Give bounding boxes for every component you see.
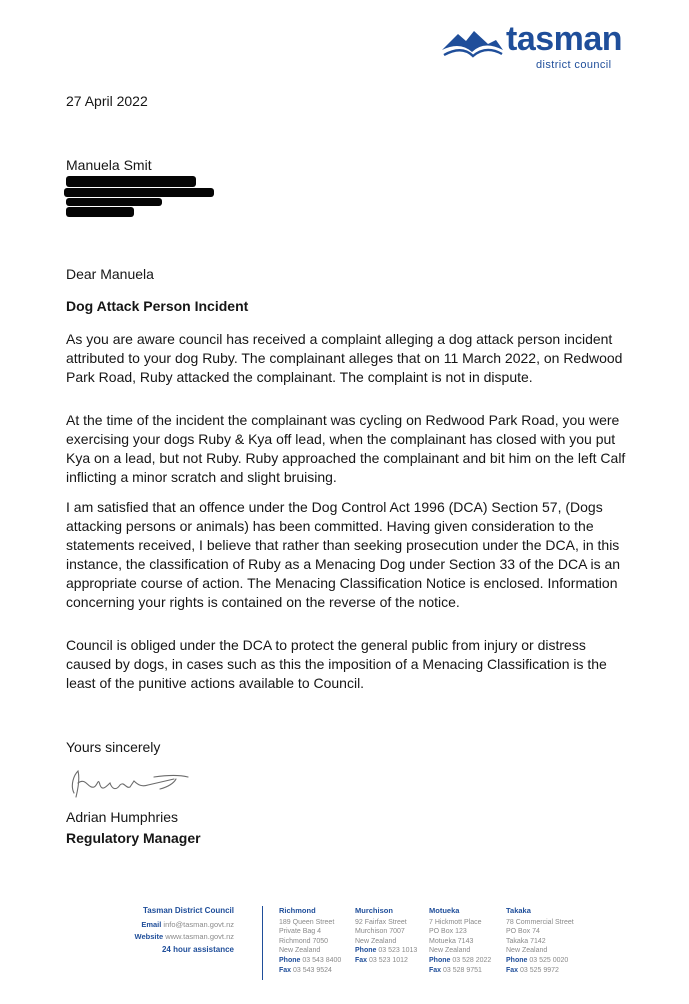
phone-value: 03 543 8400	[302, 956, 342, 964]
office-address-line: 189 Queen Street	[279, 918, 335, 926]
office-phone	[355, 946, 431, 956]
office-address-line: New Zealand	[355, 937, 397, 945]
office-fax	[355, 956, 431, 966]
phone-value: 03 528 2022	[452, 956, 492, 964]
office-takaka	[506, 906, 596, 975]
paragraph: At the time of the incident the complainant was cycling on Redwood Park Road, you were exercising your dogs Ruby & Kya off lead, when the complainant has closed with you put Kya on a lead, but not Ruby. Ruby approached the complainant and bit him on the left Calf inflicting a minor scratch and slight bruising.	[66, 412, 626, 485]
office-address-line: Takaka 7142	[506, 937, 546, 945]
signer-title: Regulatory Manager	[66, 830, 201, 846]
office-fax	[506, 966, 596, 976]
website-value: www.tasman.govt.nz	[165, 932, 234, 942]
recipient-name: Manuela Smit	[66, 157, 152, 173]
fax-value: 03 543 9524	[293, 966, 332, 974]
footer-org-name: Tasman District Council	[143, 906, 234, 915]
office-name: Richmond	[279, 906, 316, 915]
office-fax	[429, 966, 505, 976]
office-address-line: New Zealand	[429, 947, 471, 955]
office-name: Motueka	[429, 906, 460, 915]
fax-label: Fax	[429, 966, 442, 974]
office-motueka	[429, 906, 505, 975]
footer-divider	[262, 906, 263, 980]
mountain-logo-icon	[440, 28, 504, 58]
office-address-line: 7 Hickmott Place	[429, 918, 482, 926]
subject-heading: Dog Attack Person Incident	[66, 298, 249, 314]
fax-value: 03 528 9751	[443, 966, 482, 974]
office-address-line: Murchison 7007	[355, 928, 405, 936]
footer-email	[34, 920, 234, 930]
phone-value: 03 523 1013	[378, 947, 418, 955]
paragraph: As you are aware council has received a complaint alleging a dog attack person incident attributed to your dog Ruby. The complainant alleges that on 11 March 2022, on Redwood Park Road, Ruby attacked the complainant. The complaint is not in dispute.	[66, 331, 623, 385]
logo-subtitle: district council	[536, 59, 612, 71]
website-label: Website	[134, 932, 164, 942]
footer-assistance: 24 hour assistance	[161, 944, 234, 954]
signer-name: Adrian Humphries	[66, 809, 179, 825]
office-address-line: 92 Fairfax Street	[355, 918, 407, 926]
fax-value: 03 525 9972	[520, 966, 559, 974]
office-murchison	[355, 906, 431, 966]
logo-wordmark: tasman	[506, 20, 623, 58]
redaction-bar	[64, 188, 214, 197]
office-fax	[279, 966, 355, 976]
office-address-line: New Zealand	[279, 947, 321, 955]
closing: Yours sincerely	[66, 739, 161, 755]
office-address-line: PO Box 74	[506, 928, 540, 936]
office-address-line: 78 Commercial Street	[506, 918, 574, 926]
salutation: Dear Manuela	[66, 266, 154, 282]
redaction-bar	[66, 207, 134, 217]
office-address-line: PO Box 123	[429, 928, 467, 936]
fax-label: Fax	[355, 956, 368, 964]
phone-label: Phone	[279, 956, 301, 964]
redaction-bar	[66, 198, 162, 206]
footer-contact	[34, 906, 234, 954]
office-address-line: Private Bag 4	[279, 928, 322, 936]
signature	[64, 763, 194, 803]
office-address-line: Motueka 7143	[429, 937, 474, 945]
office-address-line: Richmond 7050	[279, 937, 329, 945]
fax-label: Fax	[506, 966, 519, 974]
redaction-bar	[66, 176, 196, 187]
office-name: Takaka	[506, 906, 531, 915]
phone-value: 03 525 0020	[529, 956, 569, 964]
paragraph: I am satisfied that an offence under the Dog Control Act 1996 (DCA) Section 57, (Dogs attacking persons or animals) has been committed. Having given consideration to the statements received, I believe that rather than seeking prosecution under the DCA, in this instance, the classification of Ruby as a Menacing Dog under Section 33 of the DCA is an appropriate course of action. The Menacing Classification Notice is enclosed. Information concerning your rights is contained on the reverse of the notice.	[66, 499, 621, 610]
letter-date: 27 April 2022	[66, 93, 148, 109]
footer-website	[34, 932, 234, 942]
email-value: info@tasman.govt.nz	[163, 919, 234, 929]
fax-value: 03 523 1012	[369, 956, 408, 964]
phone-label: Phone	[506, 956, 528, 964]
council-logo	[440, 20, 630, 76]
phone-label: Phone	[355, 947, 377, 955]
paragraph: Council is obliged under the DCA to protect the general public from injury or distress caused by dogs, in cases such as this the imposition of a Menacing Classification is the least of the punitive actions available to Council.	[66, 637, 607, 691]
office-address-line: New Zealand	[506, 947, 548, 955]
office-name: Murchison	[355, 906, 393, 915]
office-phone	[279, 956, 355, 966]
office-phone	[429, 956, 505, 966]
fax-label: Fax	[279, 966, 292, 974]
email-label: Email	[141, 919, 162, 929]
phone-label: Phone	[429, 956, 451, 964]
office-phone	[506, 956, 596, 966]
office-richmond	[279, 906, 355, 975]
